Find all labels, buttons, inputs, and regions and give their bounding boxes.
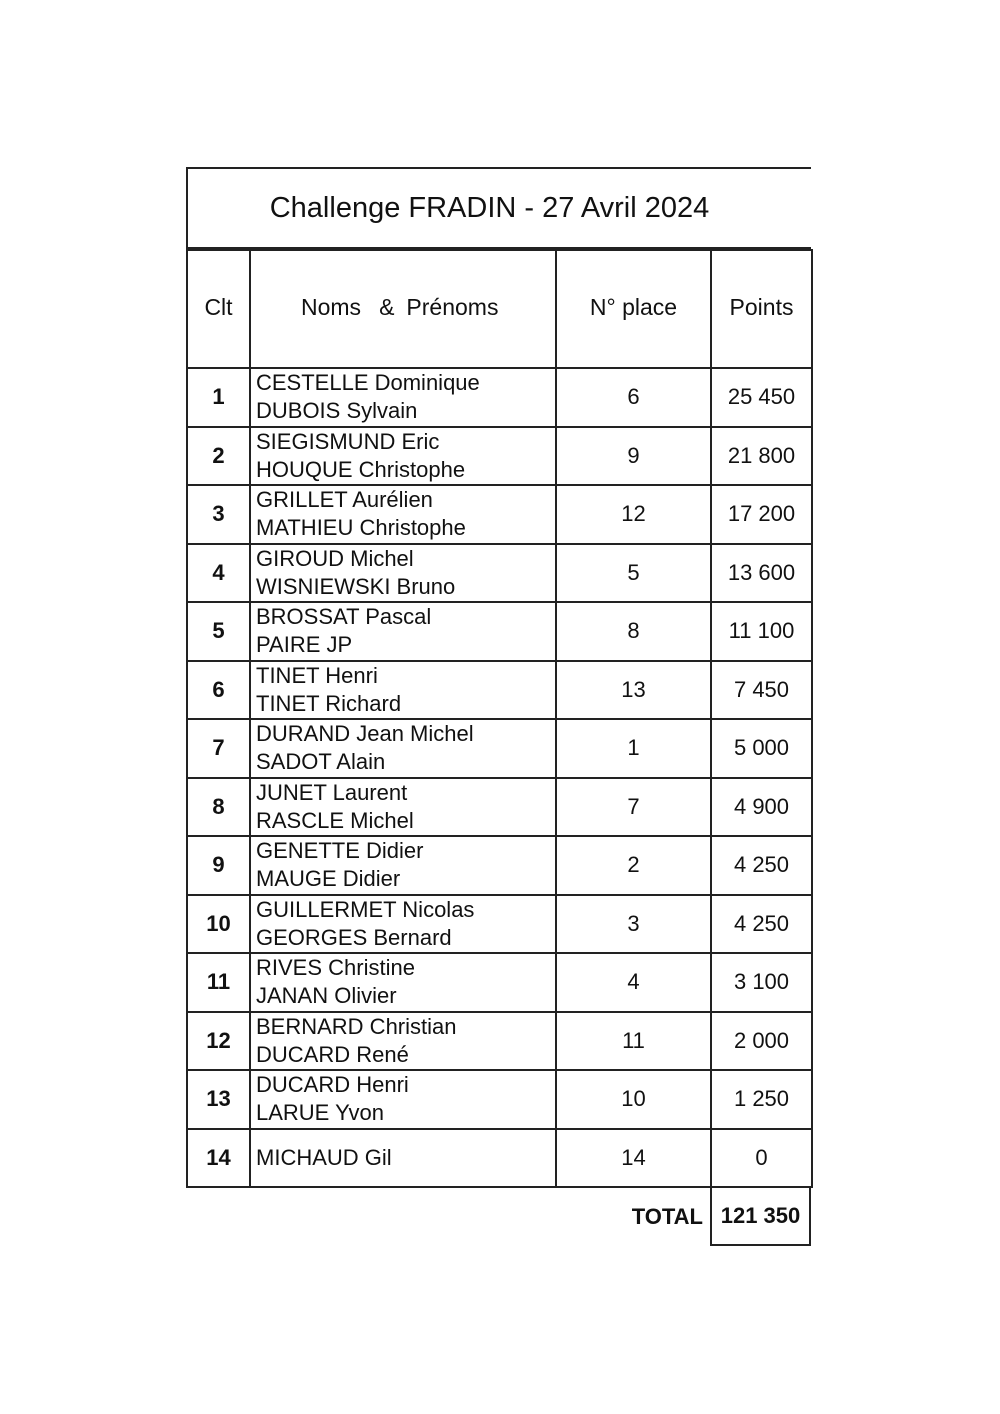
player-name-1: MICHAUD Gil: [256, 1144, 392, 1170]
names-cell: [250, 1070, 556, 1129]
player-name-1: GIROUD Michel: [256, 545, 414, 571]
player-name-1: GRILLET Aurélien: [256, 487, 433, 513]
rank-cell: 5: [187, 602, 250, 661]
header-names: [250, 250, 556, 368]
table-row: [187, 485, 812, 544]
place-cell: 10: [556, 1070, 711, 1129]
place-cell: 13: [556, 661, 711, 720]
player-name-2: DUBOIS Sylvain: [256, 398, 418, 424]
table-row: [187, 602, 812, 661]
header-points: Points: [711, 250, 812, 368]
place-cell: 1: [556, 719, 711, 778]
table-row: [187, 836, 812, 895]
player-name-1: DURAND Jean Michel: [256, 721, 474, 747]
names-cell: [250, 953, 556, 1012]
place-cell: 2: [556, 836, 711, 895]
rank-cell: 13: [187, 1070, 250, 1129]
place-cell: 3: [556, 895, 711, 954]
header-names-amp: &: [379, 293, 395, 320]
table-row: [187, 953, 812, 1012]
table-header-row: [187, 250, 812, 368]
place-cell: 14: [556, 1129, 711, 1188]
points-cell: 11 100: [711, 602, 812, 661]
points-cell: 21 800: [711, 427, 812, 486]
player-name-1: JUNET Laurent: [256, 779, 408, 805]
rank-cell: 4: [187, 544, 250, 603]
table-row: [187, 427, 812, 486]
player-name-1: BERNARD Christian: [256, 1013, 457, 1039]
rank-cell: 7: [187, 719, 250, 778]
table-row: [187, 368, 812, 427]
table-row: [187, 544, 812, 603]
rank-cell: 1: [187, 368, 250, 427]
table-row: [187, 1012, 812, 1071]
table-row: [187, 719, 812, 778]
place-cell: 12: [556, 485, 711, 544]
table-row: [187, 661, 812, 720]
names-cell: [250, 427, 556, 486]
results-table: [186, 249, 813, 1188]
player-name-2: WISNIEWSKI Bruno: [256, 573, 456, 599]
player-name-1: GENETTE Didier: [256, 838, 424, 864]
player-name-2: HOUQUE Christophe: [256, 456, 466, 482]
points-cell: 17 200: [711, 485, 812, 544]
player-name-1: BROSSAT Pascal: [256, 604, 432, 630]
points-cell: 0: [711, 1129, 812, 1188]
player-name-1: DUCARD Henri: [256, 1072, 409, 1098]
names-cell: [250, 778, 556, 837]
header-names-right: Prénoms: [406, 293, 499, 320]
player-name-2: RASCLE Michel: [256, 807, 414, 833]
rank-cell: 3: [187, 485, 250, 544]
points-cell: 4 250: [711, 836, 812, 895]
rank-cell: 12: [187, 1012, 250, 1071]
place-cell: 9: [556, 427, 711, 486]
rank-cell: 14: [187, 1129, 250, 1188]
header-place: N° place: [556, 250, 711, 368]
rank-cell: 11: [187, 953, 250, 1012]
player-name-1: GUILLERMET Nicolas: [256, 896, 475, 922]
rank-cell: 10: [187, 895, 250, 954]
rank-cell: 6: [187, 661, 250, 720]
names-cell: [250, 661, 556, 720]
points-cell: 5 000: [711, 719, 812, 778]
names-cell: [250, 368, 556, 427]
names-cell: [250, 1012, 556, 1071]
total-row: [186, 1188, 811, 1246]
player-name-1: TINET Henri: [256, 662, 378, 688]
names-cell: [250, 602, 556, 661]
total-label: TOTAL: [631, 1204, 703, 1229]
names-cell: [250, 544, 556, 603]
header-rank: Clt: [187, 250, 250, 368]
player-name-2: TINET Richard: [256, 690, 402, 716]
points-cell: 3 100: [711, 953, 812, 1012]
names-cell: [250, 485, 556, 544]
player-name-2: MAUGE Didier: [256, 866, 401, 892]
names-cell: [250, 895, 556, 954]
player-name-2: LARUE Yvon: [256, 1100, 385, 1126]
place-cell: 11: [556, 1012, 711, 1071]
place-cell: 4: [556, 953, 711, 1012]
points-cell: 7 450: [711, 661, 812, 720]
place-cell: 5: [556, 544, 711, 603]
player-name-2: MATHIEU Christophe: [256, 515, 466, 541]
results-table-body: [187, 250, 812, 1187]
table-row: [187, 895, 812, 954]
player-name-2: SADOT Alain: [256, 749, 386, 775]
place-cell: 6: [556, 368, 711, 427]
place-cell: 8: [556, 602, 711, 661]
player-name-2: PAIRE JP: [256, 632, 353, 658]
rank-cell: 8: [187, 778, 250, 837]
points-cell: 2 000: [711, 1012, 812, 1071]
table-row: [187, 1070, 812, 1129]
header-names-left: Noms: [301, 293, 362, 320]
player-name-1: SIEGISMUND Eric: [256, 428, 440, 454]
document-title: Challenge FRADIN - 27 Avril 2024: [186, 167, 811, 249]
names-cell: [250, 719, 556, 778]
rank-cell: 2: [187, 427, 250, 486]
points-cell: 25 450: [711, 368, 812, 427]
table-row: [187, 778, 812, 837]
rank-cell: 9: [187, 836, 250, 895]
player-name-2: GEORGES Bernard: [256, 924, 452, 950]
points-cell: 4 900: [711, 778, 812, 837]
names-cell: [250, 1129, 556, 1188]
player-name-2: JANAN Olivier: [256, 983, 397, 1009]
names-cell: [250, 836, 556, 895]
player-name-2: DUCARD René: [256, 1041, 409, 1067]
place-cell: 7: [556, 778, 711, 837]
results-sheet: [186, 167, 811, 1246]
points-cell: 13 600: [711, 544, 812, 603]
points-cell: 1 250: [711, 1070, 812, 1129]
player-name-1: CESTELLE Dominique: [256, 370, 480, 396]
points-cell: 4 250: [711, 895, 812, 954]
total-value: 121 350: [710, 1186, 811, 1246]
table-row: [187, 1129, 812, 1188]
player-name-1: RIVES Christine: [256, 955, 415, 981]
